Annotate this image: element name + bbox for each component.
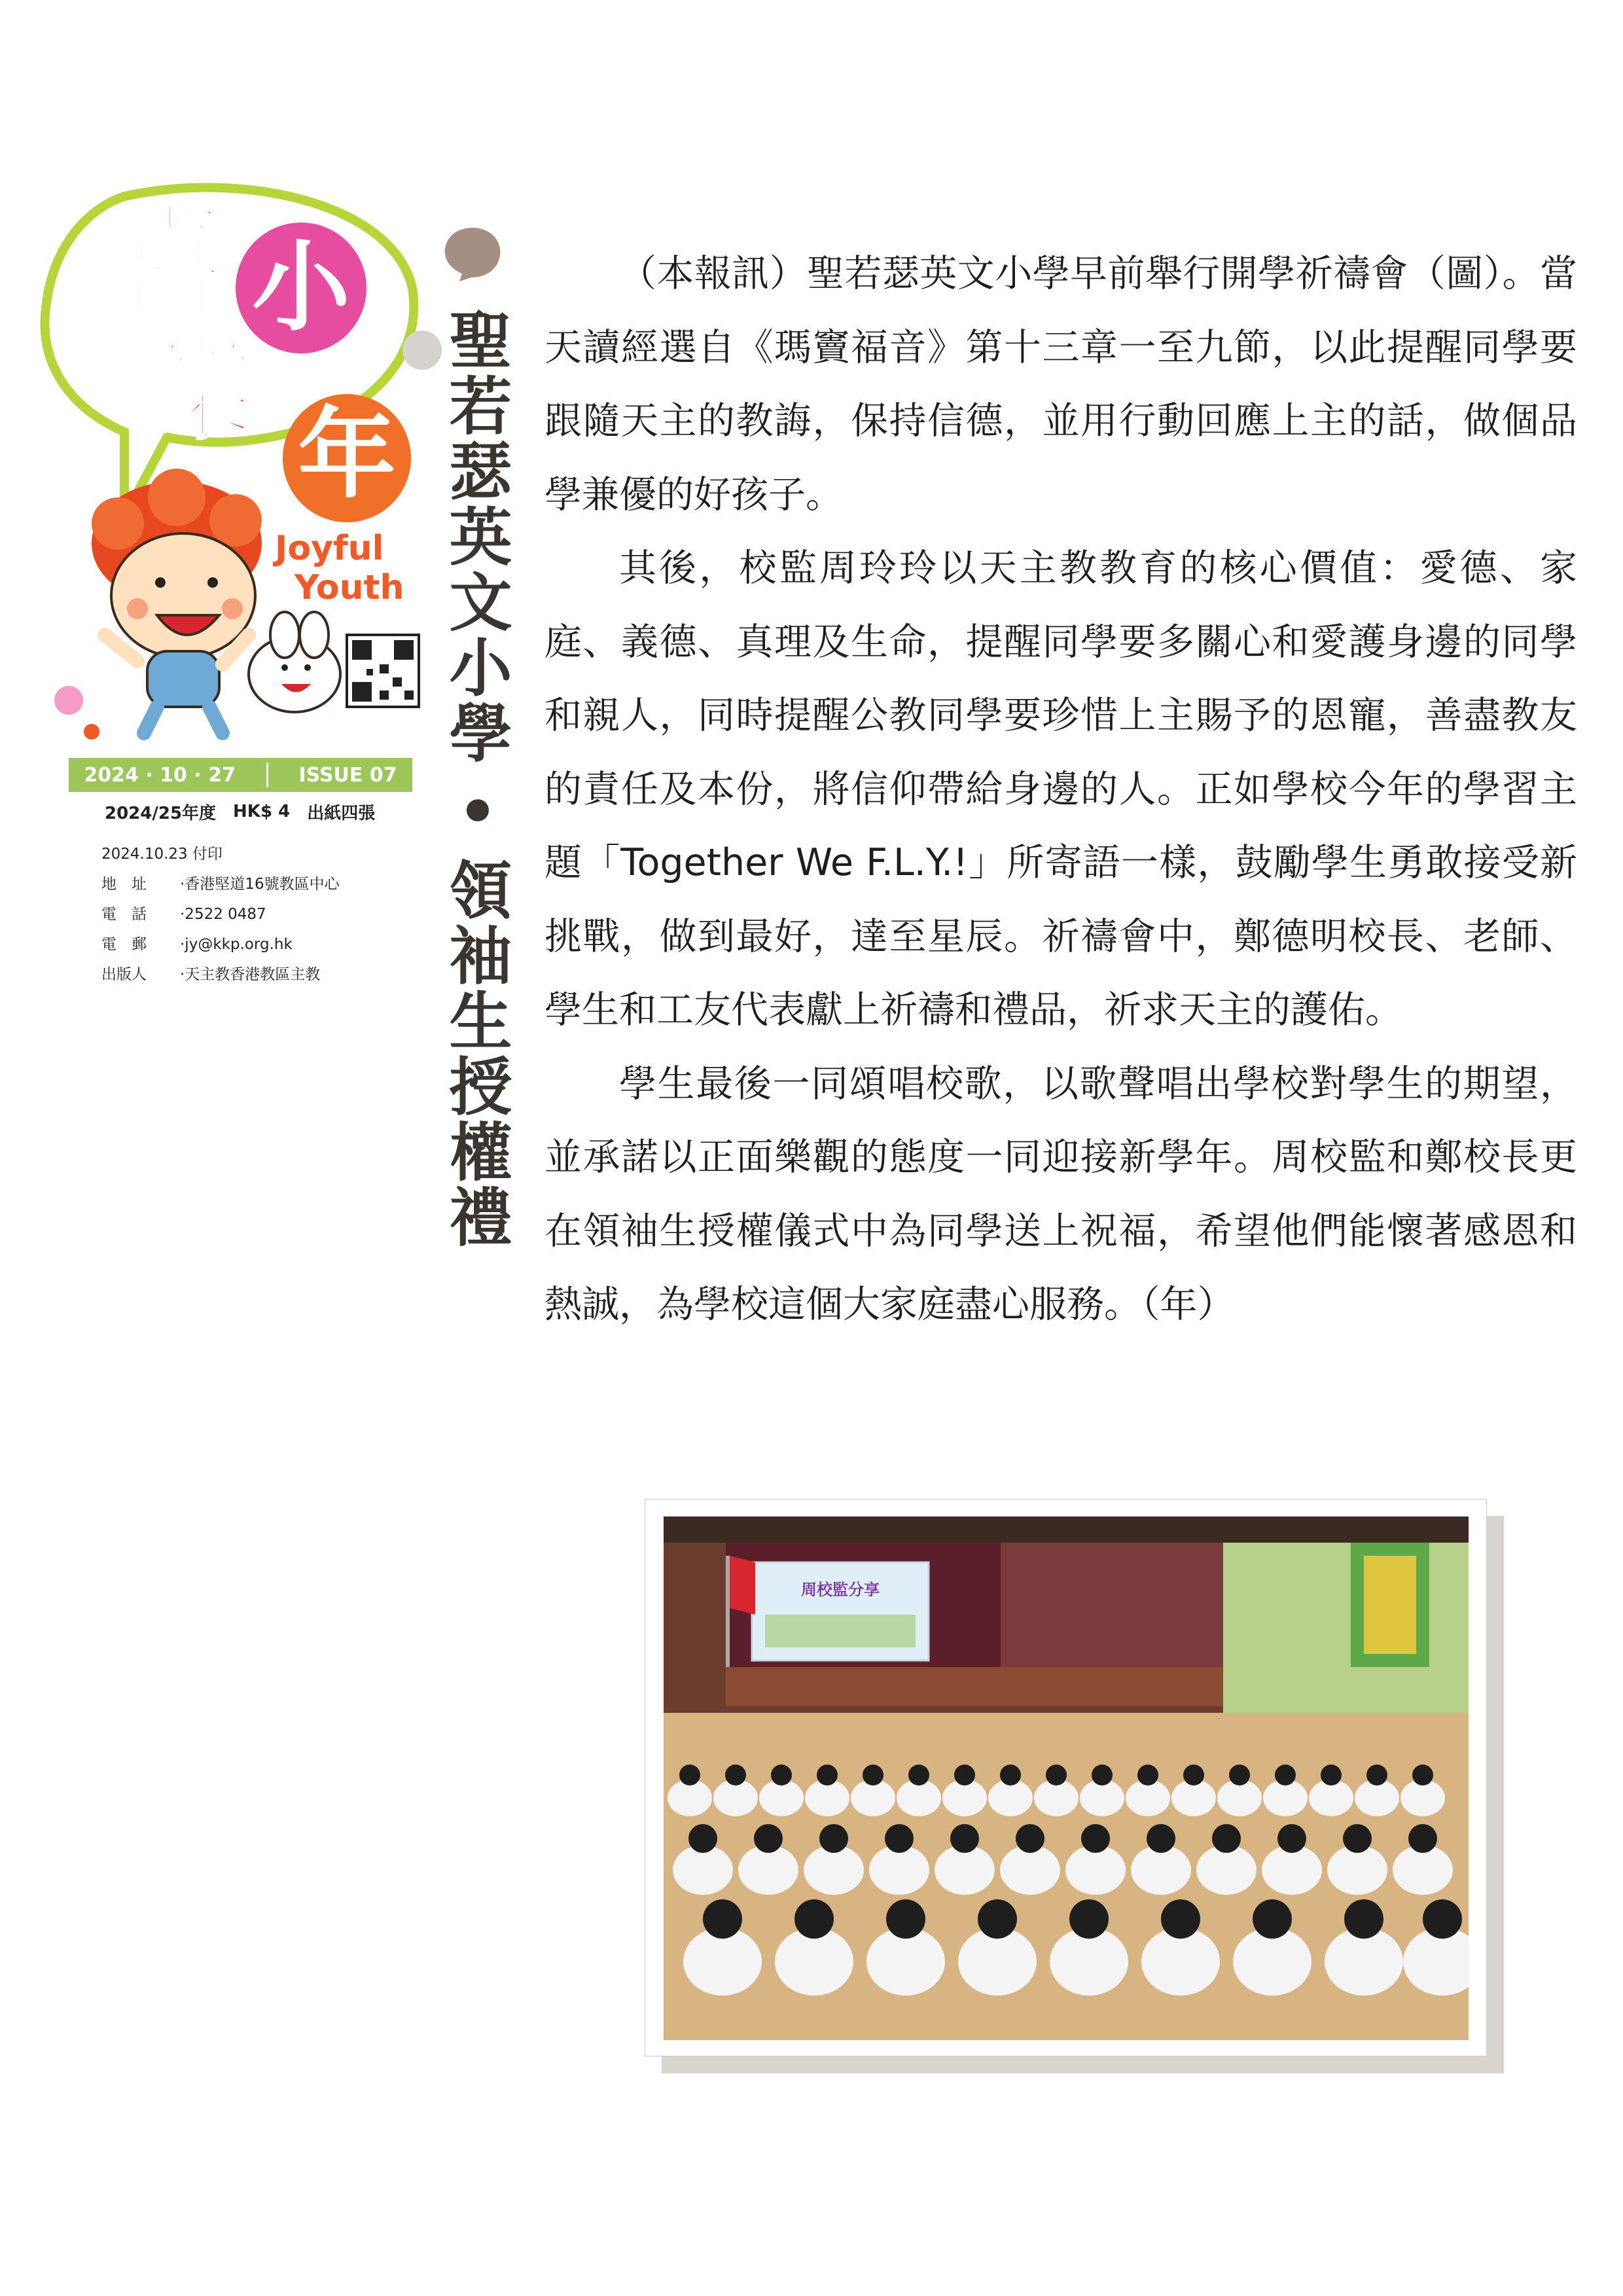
headline-speech-dot-icon bbox=[440, 223, 505, 281]
imprint-row-email bbox=[101, 929, 442, 960]
assembly-photo bbox=[664, 1516, 1469, 2040]
logo-english-youth: Youth bbox=[294, 568, 404, 607]
imprint-label: 電 郵 bbox=[101, 936, 147, 953]
imprint-label: 出版人 bbox=[101, 966, 147, 983]
print-date: 2024.10.23 付印 bbox=[101, 846, 223, 863]
logo-char-nian: 年 bbox=[297, 398, 396, 512]
issue-number: ISSUE 07 bbox=[298, 763, 397, 787]
logo-char-xiao: 小 bbox=[251, 231, 350, 345]
article-paragraph: 學生最後一同頌唱校歌，以歌聲唱出學校對學生的期望，並承諾以正面樂觀的態度一同迎接新學年。周校監和鄭校長更在領袖生授權儀式中為同學送上祝福，希望他們能懷著感恩和熱誠，為學校這個大家庭盡心服務。（年） bbox=[544, 1062, 1577, 1326]
price-line bbox=[105, 797, 445, 826]
logo-char-le: 樂 bbox=[150, 331, 255, 454]
logo-english-joyful: Joyful bbox=[275, 529, 384, 568]
logo-char-xi: 喜 bbox=[111, 193, 229, 330]
imprint-label: 電 話 bbox=[101, 906, 147, 923]
masthead-logo bbox=[26, 177, 445, 753]
price: HK$ 4 bbox=[233, 802, 291, 821]
issue-date: 2024 · 10 · 27 bbox=[84, 763, 236, 787]
sheet-count: 出紙四張 bbox=[307, 803, 376, 823]
article-paragraph: 其後，校監周玲玲以天主教教育的核心價值：愛德、家庭、義德、真理及生命，提醒同學要多關心和愛護身邊的同學和親人，同時提醒公教同學要珍惜上主賜予的恩寵，善盡教友的責任及本份，將信仰帶給身邊的人。正如學校今年的學習主題「Together We F.L.Y.!」所寄語一樣，鼓勵學生勇敢接受新挑戰，做到最好，達至星辰。祈禱會中，鄭德明校長、老師、學生和工友代表獻上祈禱和禮品，祈求天主的護佑。 bbox=[544, 547, 1577, 1031]
issue-bar bbox=[69, 758, 412, 792]
imprint-label: 地 址 bbox=[101, 876, 147, 893]
imprint-row-publisher bbox=[101, 960, 442, 990]
imprint-block bbox=[101, 839, 442, 990]
issue-divider bbox=[266, 762, 268, 787]
photo-frame bbox=[645, 1499, 1487, 2056]
article-body bbox=[544, 237, 1577, 1342]
article-headline: 聖若瑟英文小學 • 領袖生授權禮 bbox=[439, 308, 513, 1251]
imprint-value: ·2522 0487 bbox=[180, 906, 266, 923]
school-year: 2024/25年度 bbox=[105, 803, 217, 823]
imprint-row-phone bbox=[101, 899, 442, 929]
imprint-value: ·jy@kkp.org.hk bbox=[180, 936, 293, 953]
imprint-value: ·香港堅道16號教區中心 bbox=[180, 876, 340, 893]
article-paragraph: （本報訊）聖若瑟英文小學早前舉行開學祈禱會（圖）。當天讀經選自《瑪竇福音》第十三章一至九節，以此提醒同學要跟隨天主的教誨，保持信德，並用行動回應上主的話，做個品學兼優的好孩子。 bbox=[544, 252, 1577, 516]
imprint-value: ·天主教香港教區主教 bbox=[180, 966, 321, 983]
school-hall-photo-icon bbox=[664, 1516, 1469, 2040]
imprint-row-address bbox=[101, 869, 442, 899]
projector-screen-title: 周校監分享 bbox=[801, 1581, 880, 1599]
